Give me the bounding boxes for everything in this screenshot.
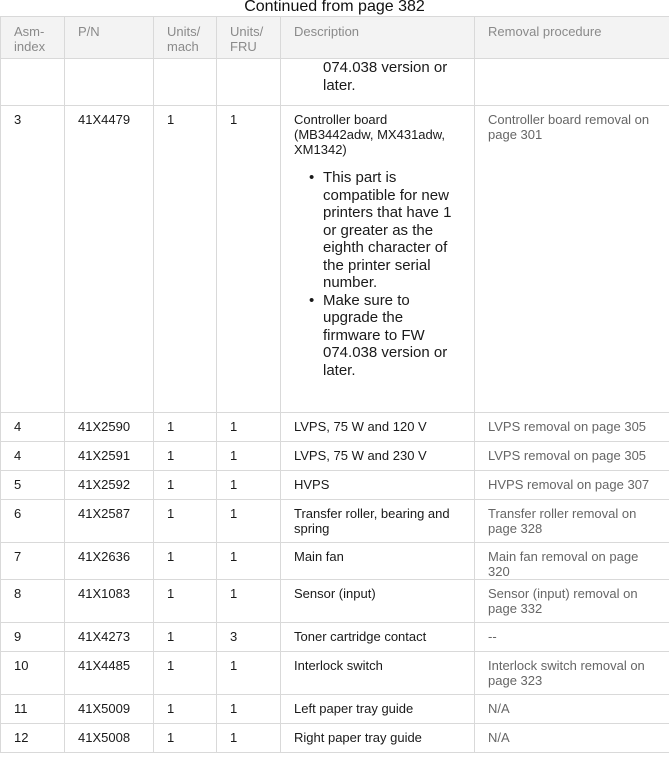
cell-removal-procedure: Interlock switch removal on page 323 [475,652,669,695]
cell-description: Left paper tray guide [281,695,475,724]
controller-notes-list [294,169,462,379]
cell-asm-index: 8 [1,580,65,623]
cell-asm-index: 11 [1,695,65,724]
cell-part-number: 41X2587 [65,500,154,543]
table-row [1,543,669,580]
header-asm-index-l1: Asm- [14,24,45,39]
controller-note-1: • This part is compatible for new printers that have 1 or greater as the eighth character of the printer serial number. [323,169,462,292]
cell-removal-procedure: LVPS removal on page 305 [475,413,669,442]
table-row [1,471,669,500]
cell-removal-procedure: Sensor (input) removal on page 332 [475,580,669,623]
cell-description: Sensor (input) [281,580,475,623]
table-row [1,500,669,543]
cell-removal-procedure: N/A [475,724,669,753]
cell-part-number: 41X5009 [65,695,154,724]
cell-units-fru: 1 [217,442,281,471]
table-row [1,652,669,695]
cell-units-mach: 1 [154,106,217,413]
header-pn: P/N [65,17,154,59]
cell-removal-procedure: HVPS removal on page 307 [475,471,669,500]
cell-removal-procedure: -- [475,623,669,652]
table-header-row [1,17,669,59]
cell-units-fru: 1 [217,652,281,695]
cell-units-mach: 1 [154,471,217,500]
cell-asm-index: 4 [1,442,65,471]
cell-empty [1,59,65,106]
cell-description: HVPS [281,471,475,500]
cell-units-fru: 1 [217,724,281,753]
cell-description: Transfer roller, bearing and spring [281,500,475,543]
cell-removal-procedure: Transfer roller removal on page 328 [475,500,669,543]
cell-empty [65,59,154,106]
header-units-fru-l1: Units/ [230,24,264,39]
continued-bullet-list [294,59,462,94]
continued-row [1,59,669,106]
cell-part-number: 41X2592 [65,471,154,500]
cell-units-mach: 1 [154,413,217,442]
cell-description: Interlock switch [281,652,475,695]
cell-empty [154,59,217,106]
cell-units-mach: 1 [154,652,217,695]
cell-units-fru: 1 [217,500,281,543]
header-description: Description [281,17,475,59]
cell-units-mach: 1 [154,580,217,623]
header-asm-index-l2: index [14,39,46,54]
cell-part-number: 41X5008 [65,724,154,753]
cell-empty [475,59,669,106]
continued-description [281,59,475,106]
controller-description-text: Controller board (MB3442adw, MX431adw, XM1342) [294,112,446,157]
table-row [1,695,669,724]
cell-units-mach: 1 [154,724,217,753]
continued-bullet-text [323,59,462,94]
continued-caption: Continued from page 382 [244,0,425,15]
header-units-fru [217,17,281,59]
cell-removal-procedure: LVPS removal on page 305 [475,442,669,471]
cell-description: Toner cartridge contact [281,623,475,652]
header-removal-procedure: Removal procedure [475,17,669,59]
header-units-mach-l2: mach [167,39,199,54]
cell-units-mach: 1 [154,442,217,471]
cell-description: Main fan [281,543,475,580]
cell-description: LVPS, 75 W and 120 V [281,413,475,442]
cell-part-number: 41X4485 [65,652,154,695]
cell-units-mach: 1 [154,695,217,724]
cell-asm-index: 10 [1,652,65,695]
table-row [1,724,669,753]
cell-description: Right paper tray guide [281,724,475,753]
cell-part-number: 41X4479 [65,106,154,413]
cell-asm-index: 7 [1,543,65,580]
cell-units-mach: 1 [154,543,217,580]
cell-units-fru: 1 [217,543,281,580]
cell-part-number: 41X2636 [65,543,154,580]
header-units-mach-l1: Units/ [167,24,201,39]
table-row-controller-board [1,106,669,413]
cell-description [281,106,475,413]
header-units-mach [154,17,217,59]
cell-units-mach: 1 [154,623,217,652]
cell-units-mach: 1 [154,500,217,543]
cell-asm-index: 12 [1,724,65,753]
controller-note-2: • Make sure to upgrade the firmware to FW 074.038 version or later. [323,292,462,380]
cell-units-fru: 1 [217,106,281,413]
cell-removal-procedure: Controller board removal on page 301 [475,106,669,413]
fru-parts-table [0,16,669,753]
header-asm-index [1,17,65,59]
cell-removal-procedure: Main fan removal on page 320 [475,543,669,580]
continued-line-2: later. [323,76,356,94]
continued-line-1: 074.038 version or [323,59,448,76]
cell-part-number: 41X2591 [65,442,154,471]
cell-units-fru: 1 [217,695,281,724]
cell-asm-index: 9 [1,623,65,652]
cell-units-fru: 1 [217,580,281,623]
table-row [1,413,669,442]
header-units-fru-l2: FRU [230,39,257,54]
cell-asm-index: 6 [1,500,65,543]
table-row [1,442,669,471]
cell-asm-index: 5 [1,471,65,500]
table-row [1,623,669,652]
table-row [1,580,669,623]
cell-units-fru: 1 [217,471,281,500]
cell-part-number: 41X4273 [65,623,154,652]
cell-empty [217,59,281,106]
cell-units-fru: 1 [217,413,281,442]
cell-asm-index: 3 [1,106,65,413]
cell-description: LVPS, 75 W and 230 V [281,442,475,471]
cell-removal-procedure: N/A [475,695,669,724]
cell-asm-index: 4 [1,413,65,442]
cell-part-number: 41X1083 [65,580,154,623]
cell-part-number: 41X2590 [65,413,154,442]
cell-units-fru: 3 [217,623,281,652]
